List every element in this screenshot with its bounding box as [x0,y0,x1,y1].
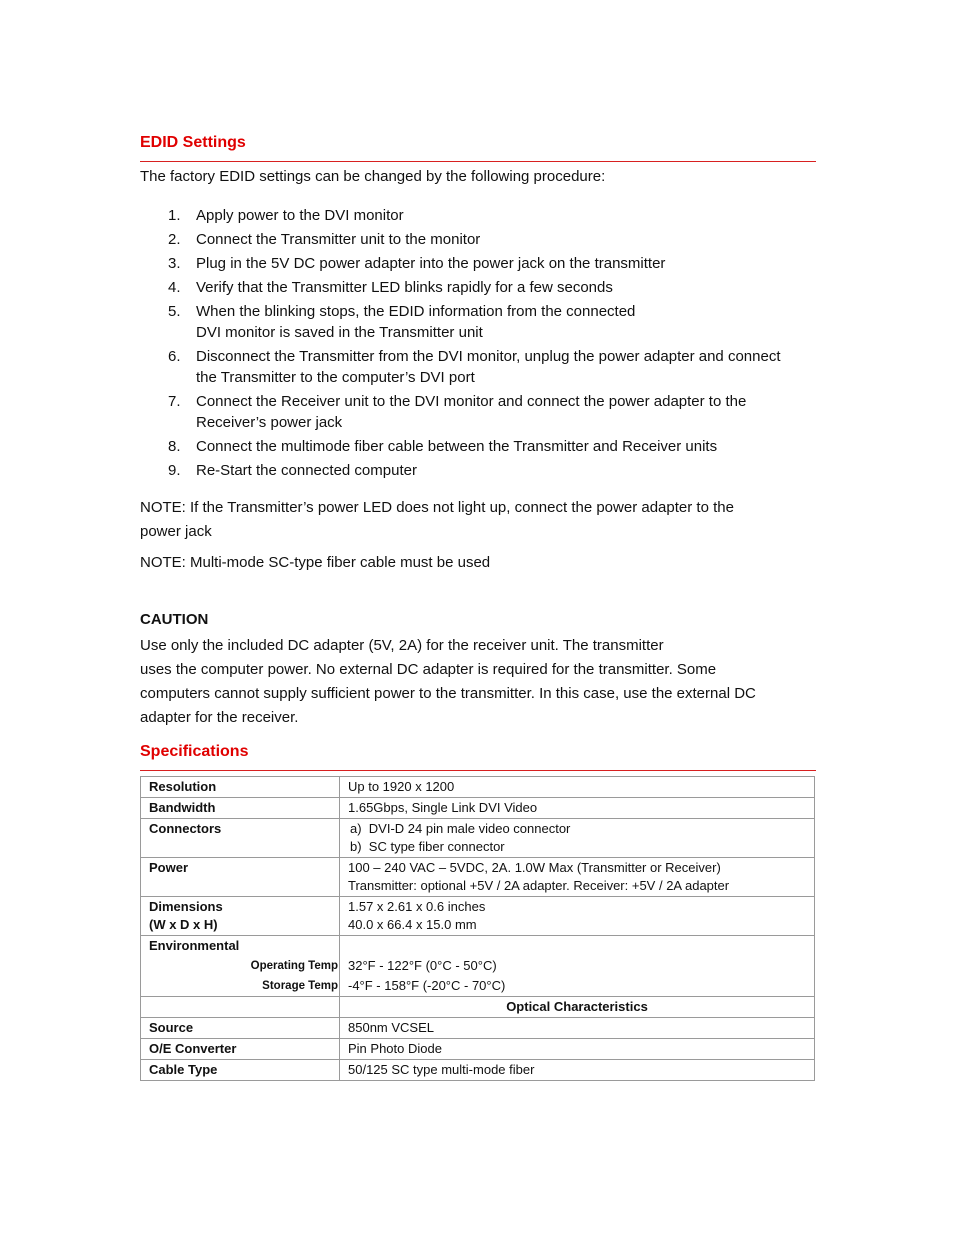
spec-label: Source [141,1018,340,1039]
table-row [141,1060,815,1081]
table-row [141,1039,815,1060]
spec-label: O/E Converter [141,1039,340,1060]
spec-value: 1.65Gbps, Single Link DVI Video [340,798,815,819]
caution-text: Use only the included DC adapter (5V, 2A) for the receiver unit. The transmitter uses the computer power. No external DC adapter is required for the transmitter. Some computers cannot supply sufficient power to the transmitter. In this case, use the external DC adapter for the receiver. [140,637,756,726]
table-row [141,798,815,819]
specifications-heading-rule [140,770,816,771]
caution-heading: CAUTION [140,611,209,628]
edid-intro: The factory EDID settings can be changed by the following procedure: [140,168,606,185]
spec-label: Cable Type [141,1060,340,1081]
list-item: 7. Connect the Receiver unit to the DVI monitor and connect the power adapter to the Receiver’s power jack [168,393,747,431]
list-item: 2. Connect the Transmitter unit to the monitor [168,231,481,248]
list-item: 1. Apply power to the DVI monitor [168,207,404,224]
table-row [141,777,815,798]
table-row [141,1018,815,1039]
table-row [141,858,815,897]
spec-label: Power [141,858,340,897]
edid-settings-heading: EDID Settings [140,134,246,151]
list-item: 4. Verify that the Transmitter LED blinks rapidly for a few seconds [168,279,613,296]
spec-value: Up to 1920 x 1200 [340,777,815,798]
optical-characteristics-header: Optical Characteristics [340,997,815,1018]
spec-value: 50/125 SC type multi-mode fiber [340,1060,815,1081]
edid-procedure-list [140,205,800,484]
list-item: 5. When the blinking stops, the EDID information from the connected DVI monitor is saved in the Transmitter unit [168,303,636,341]
specifications-heading: Specifications [140,743,249,760]
spec-label: Bandwidth [141,798,340,819]
list-item: 9. Re-Start the connected computer [168,462,417,479]
list-item: 8. Connect the multimode fiber cable between the Transmitter and Receiver units [168,438,718,455]
table-row [141,997,815,1018]
spec-label: Connectors [141,819,340,858]
spec-value: a) DVI-D 24 pin male video connector b) SC type fiber connector [340,819,815,858]
spec-value: 850nm VCSEL [340,1018,815,1039]
table-row [141,936,815,997]
table-row [141,819,815,858]
note-power-led: NOTE: If the Transmitter’s power LED does not light up, connect the power adapter to the power jack [140,499,734,540]
spec-value: 32°F - 122°F (0°C - 50°C) -4°F - 158°F (-20°C - 70°C) [340,936,815,997]
list-item: 6. Disconnect the Transmitter from the DVI monitor, unplug the power adapter and connect the Transmitter to the computer’s DVI port [168,348,781,386]
spec-label: Environmental Operating Temp Storage Temp [141,936,340,997]
spec-label-empty [141,997,340,1018]
note-fiber-cable: NOTE: Multi-mode SC-type fiber cable must be used [140,554,491,571]
spec-label: Dimensions (W x D x H) [141,897,340,936]
table-row [141,897,815,936]
edid-heading-rule [140,161,816,162]
list-item: 3. Plug in the 5V DC power adapter into the power jack on the transmitter [168,255,666,272]
specifications-table [140,776,815,1081]
spec-value: 1.57 x 2.61 x 0.6 inches 40.0 x 66.4 x 15.0 mm [340,897,815,936]
spec-label: Resolution [141,777,340,798]
spec-value: 100 – 240 VAC – 5VDC, 2A. 1.0W Max (Transmitter or Receiver) Transmitter: optional +5V / 2A adapter. Receiver: +5V / 2A adapter [340,858,815,897]
spec-value: Pin Photo Diode [340,1039,815,1060]
